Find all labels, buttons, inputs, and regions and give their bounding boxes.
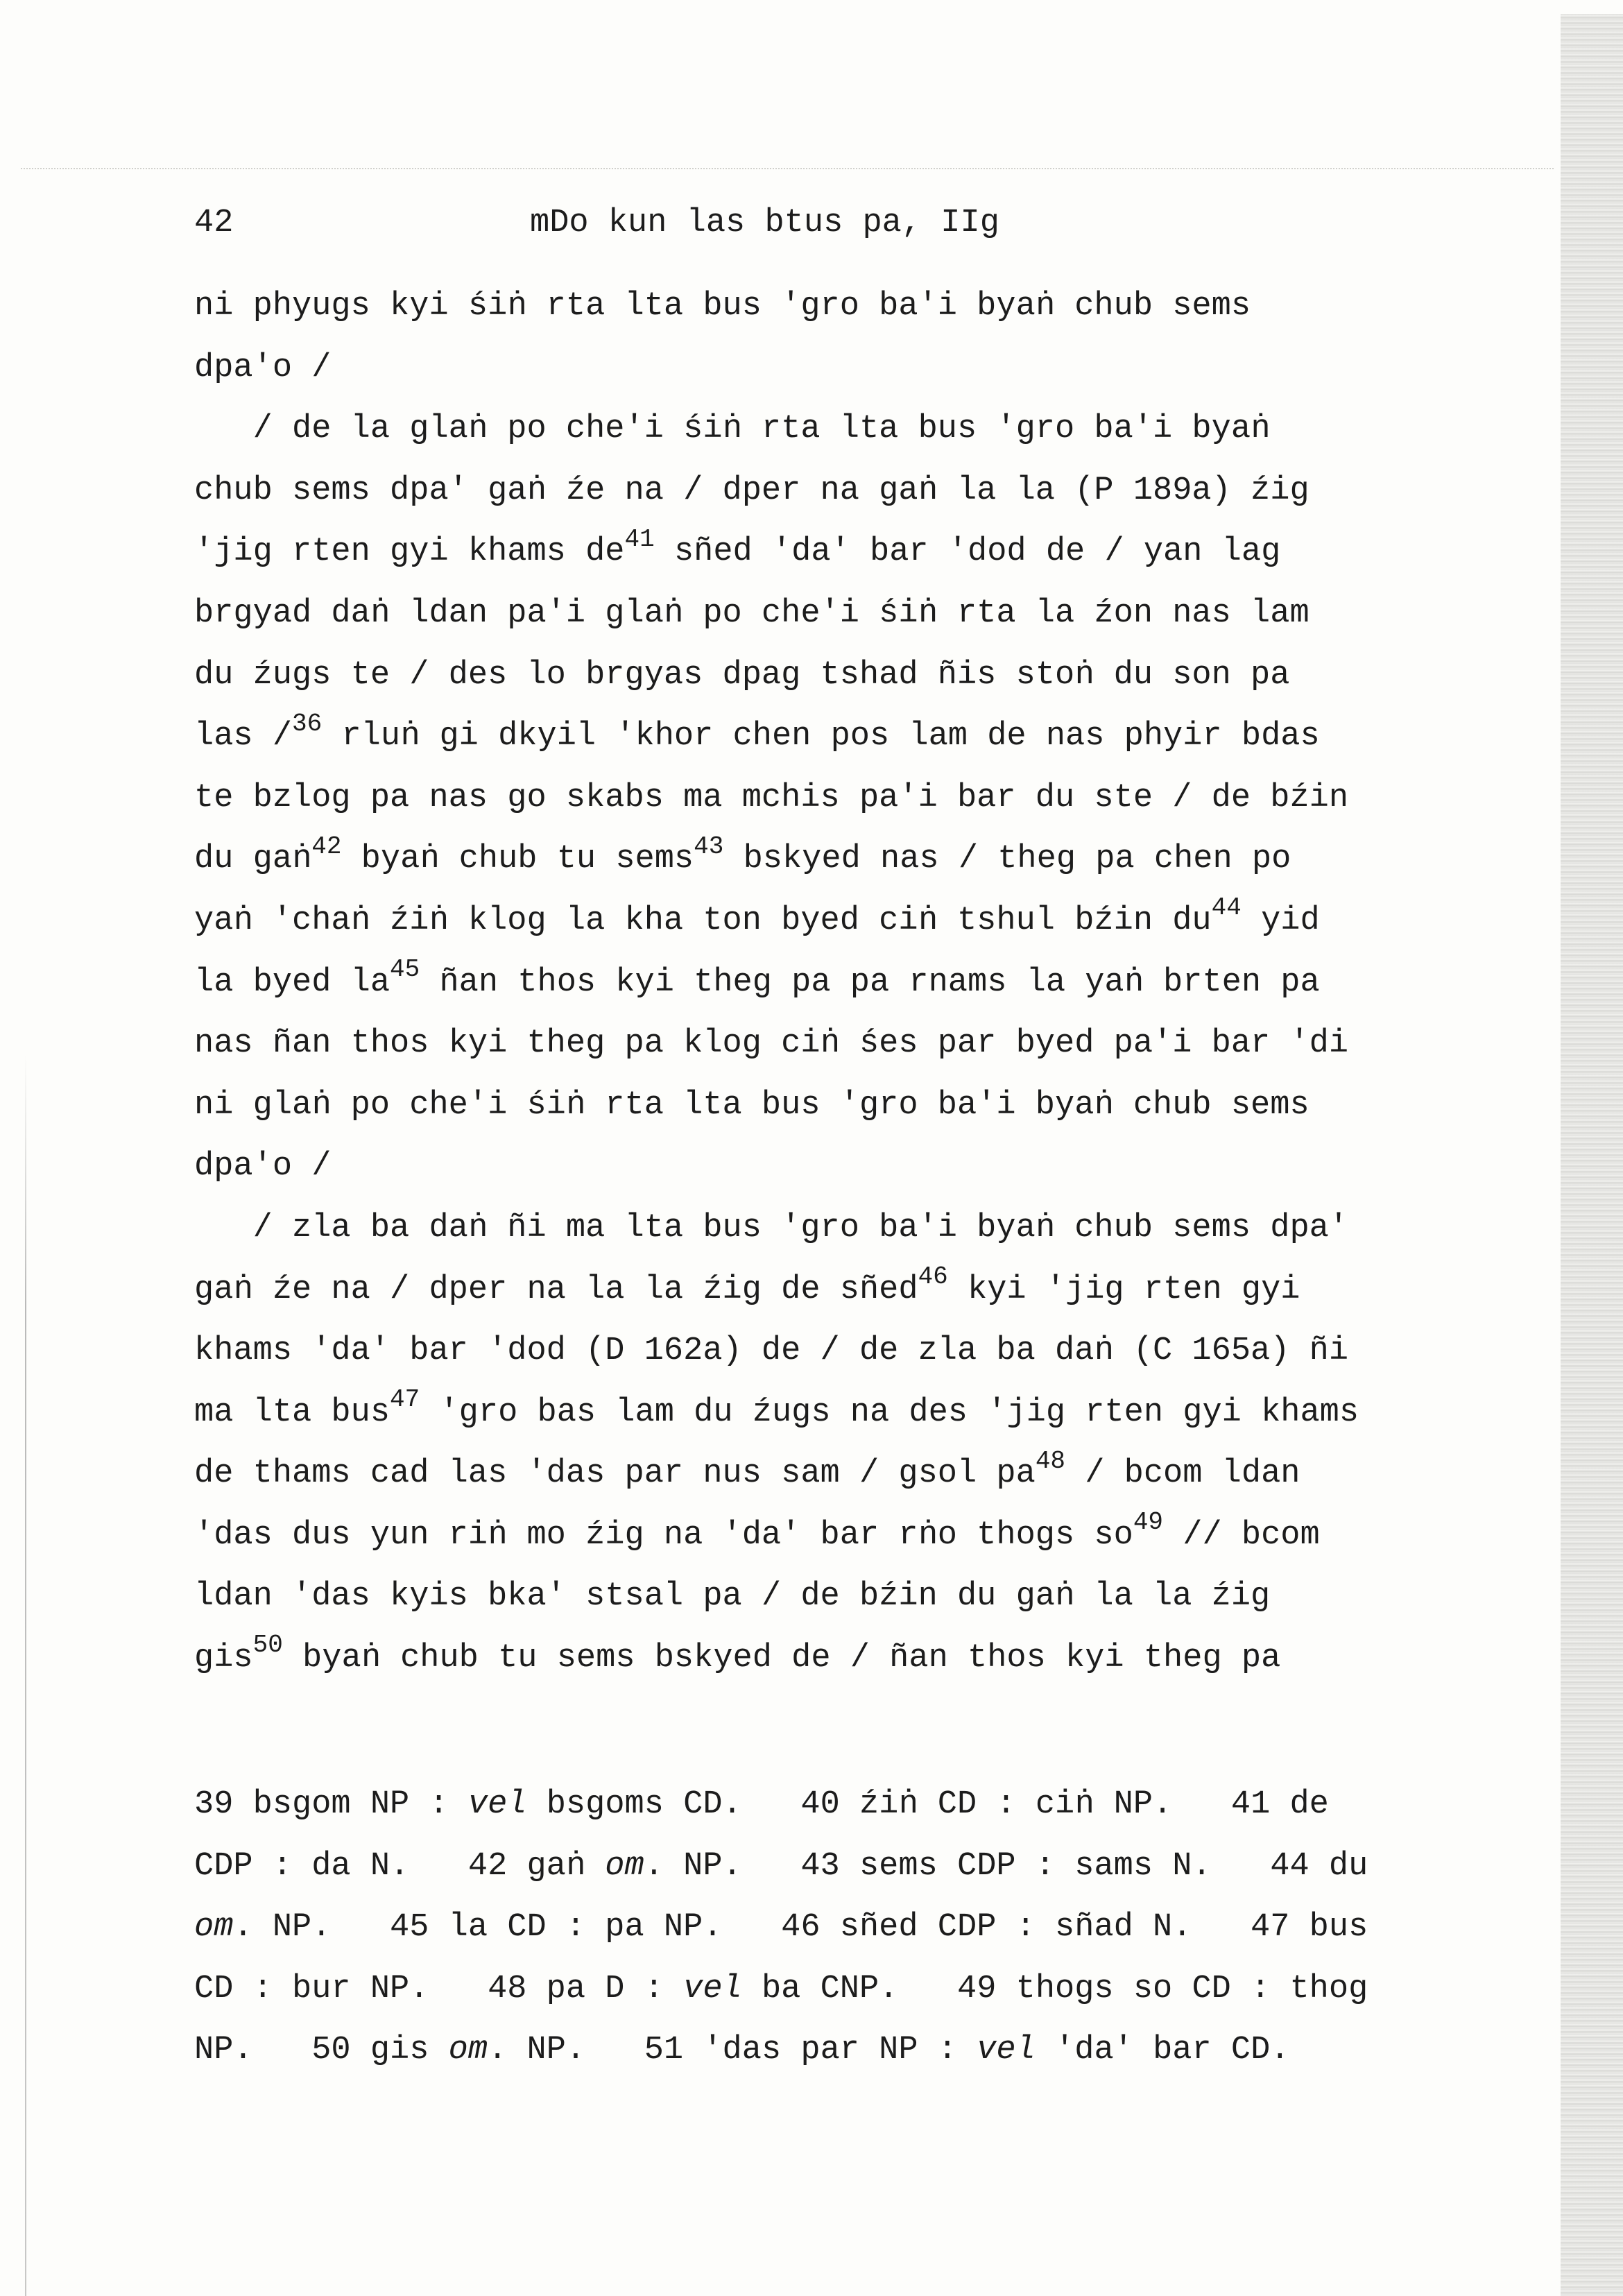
text-run: CD : bur NP. 48 pa D : — [194, 1970, 684, 2007]
main-text — [194, 276, 1477, 1690]
italic-text: vel — [683, 1970, 742, 2007]
text-run: byaṅ chub tu sems bskyed de / ñan thos kyi theg pa — [282, 1640, 1281, 1677]
scan-edge-shadow — [1561, 14, 1623, 2296]
text-line — [194, 583, 1477, 645]
text-run: bsgoms CD. 40 źiṅ CD : ciṅ NP. 41 de — [526, 1786, 1329, 1823]
italic-text: om — [605, 1847, 644, 1885]
footnote-marker: 48 — [1035, 1446, 1066, 1475]
text-run: sñed 'da' bar 'dod de / yan lag — [654, 533, 1281, 571]
footnote-line — [194, 2020, 1477, 2082]
text-run: yid — [1241, 902, 1320, 939]
text-line — [194, 1260, 1477, 1321]
text-run: . NP. 45 la CD : pa NP. 46 sñed CDP : sñad N. 47 bus — [233, 1909, 1368, 1946]
text-run: ni glaṅ po che'i śiṅ rta lta bus 'gro ba'i byaṅ chub sems — [194, 1086, 1309, 1124]
text-run: yaṅ 'chaṅ źiṅ klog la kha ton byed ciṅ tshul bźin du — [194, 902, 1212, 939]
text-line — [194, 1443, 1477, 1505]
scan-margin-line — [25, 1054, 26, 2296]
text-run: NP. 50 gis — [194, 2032, 449, 2069]
text-run: / bcom ldan — [1065, 1455, 1300, 1493]
footnote-marker: 43 — [694, 832, 724, 861]
text-run: chub sems dpa' gaṅ źe na / dper na gaṅ la la (P 189a) źig — [194, 472, 1309, 509]
text-run: 'das dus yun riṅ mo źig na 'da' bar rṅo thogs so — [194, 1516, 1133, 1554]
text-line — [194, 1013, 1477, 1075]
text-line — [194, 891, 1477, 952]
text-line — [194, 1382, 1477, 1444]
text-run: 'da' bar CD. — [1035, 2032, 1290, 2069]
text-line — [194, 1198, 1477, 1260]
footnote-line — [194, 1774, 1477, 1836]
text-run: ni phyugs kyi śiṅ rta lta bus 'gro ba'i byaṅ chub sems — [194, 288, 1251, 325]
scan-dotted-rule — [21, 168, 1554, 170]
text-line — [194, 952, 1477, 1014]
footnote-marker: 46 — [918, 1262, 948, 1291]
text-run: nas ñan thos kyi theg pa klog ciṅ śes par byed pa'i bar 'di — [194, 1025, 1349, 1063]
text-run: 'jig rten gyi khams de — [194, 533, 625, 571]
text-run: du źugs te / des lo brgyas dpag tshad ñis stoṅ du son pa — [194, 656, 1290, 694]
text-run: ldan 'das kyis bka' stsal pa / de bźin du gaṅ la la źig — [194, 1578, 1271, 1616]
text-line — [194, 522, 1477, 583]
text-line — [194, 399, 1477, 461]
text-line — [194, 338, 1477, 400]
text-run: CDP : da N. 42 gaṅ — [194, 1847, 606, 1885]
text-run: las / — [194, 718, 293, 755]
text-run: du gaṅ — [194, 841, 312, 878]
text-line — [194, 768, 1477, 830]
footnotes — [194, 1774, 1477, 2082]
text-line — [194, 645, 1477, 707]
text-run: . NP. 43 sems CDP : sams N. 44 du — [644, 1847, 1368, 1885]
text-line — [194, 706, 1477, 768]
text-run: ma lta bus — [194, 1394, 390, 1431]
text-run: gis — [194, 1640, 253, 1677]
text-line — [194, 1321, 1477, 1382]
text-run: / de la glaṅ po che'i śiṅ rta lta bus 'gro ba'i byaṅ — [194, 411, 1271, 448]
text-run: gaṅ źe na / dper na la la źig de sñed — [194, 1271, 918, 1308]
text-run: ñan thos kyi theg pa pa rnams la yaṅ brten pa — [420, 963, 1320, 1001]
text-line — [194, 1505, 1477, 1567]
footnote-marker: 36 — [292, 709, 323, 738]
text-run: byaṅ chub tu sems — [341, 841, 694, 878]
page-number: 42 — [194, 205, 234, 241]
italic-text: vel — [467, 1786, 527, 1823]
text-line — [194, 829, 1477, 891]
text-run: de thams cad las 'das par nus sam / gsol pa — [194, 1455, 1036, 1493]
text-run: la byed la — [194, 963, 390, 1001]
footnote-marker: 49 — [1133, 1508, 1164, 1537]
text-run: brgyad daṅ ldan pa'i glaṅ po che'i śiṅ rta la źon nas lam — [194, 594, 1309, 632]
footnote-marker: 47 — [390, 1385, 420, 1414]
text-run: / zla ba daṅ ñi ma lta bus 'gro ba'i byaṅ chub sems dpa' — [194, 1209, 1349, 1246]
footnote-line — [194, 1897, 1477, 1959]
text-run: 'gro bas lam du źugs na des 'jig rten gyi khams — [420, 1394, 1359, 1431]
text-run: dpa'o / — [194, 349, 332, 386]
text-line — [194, 1136, 1477, 1198]
page-header — [194, 203, 1477, 244]
text-line — [194, 276, 1477, 338]
text-line — [194, 1075, 1477, 1137]
text-run: khams 'da' bar 'dod (D 162a) de / de zla ba daṅ (C 165a) ñi — [194, 1333, 1349, 1370]
text-run: te bzlog pa nas go skabs ma mchis pa'i bar du ste / de bźin — [194, 779, 1349, 816]
italic-text: om — [194, 1909, 234, 1946]
text-line — [194, 1566, 1477, 1628]
text-run: kyi 'jig rten gyi — [947, 1271, 1300, 1308]
text-run: 39 bsgom NP : — [194, 1786, 468, 1823]
footnote-marker: 42 — [311, 832, 342, 861]
text-line — [194, 1628, 1477, 1690]
footnote-marker: 50 — [252, 1631, 283, 1660]
text-run: rluṅ gi dkyil 'khor chen pos lam de nas phyir bdas — [322, 718, 1320, 755]
footnote-line — [194, 1959, 1477, 2021]
italic-text: vel — [977, 2032, 1036, 2069]
footnote-marker: 45 — [390, 954, 420, 984]
footnote-marker: 44 — [1211, 893, 1242, 923]
text-run: ba CNP. 49 thogs so CD : thog — [741, 1970, 1368, 2007]
running-title: mDo kun las btus pa, IIg — [530, 205, 999, 241]
text-run: // bcom — [1163, 1516, 1320, 1554]
text-run: bskyed nas / theg pa chen po — [723, 841, 1291, 878]
text-run: dpa'o / — [194, 1148, 332, 1185]
italic-text: om — [448, 2032, 488, 2069]
text-run: . NP. 51 'das par NP : — [488, 2032, 977, 2069]
footnote-line — [194, 1836, 1477, 1898]
footnote-marker: 41 — [624, 524, 655, 554]
text-line — [194, 461, 1477, 522]
